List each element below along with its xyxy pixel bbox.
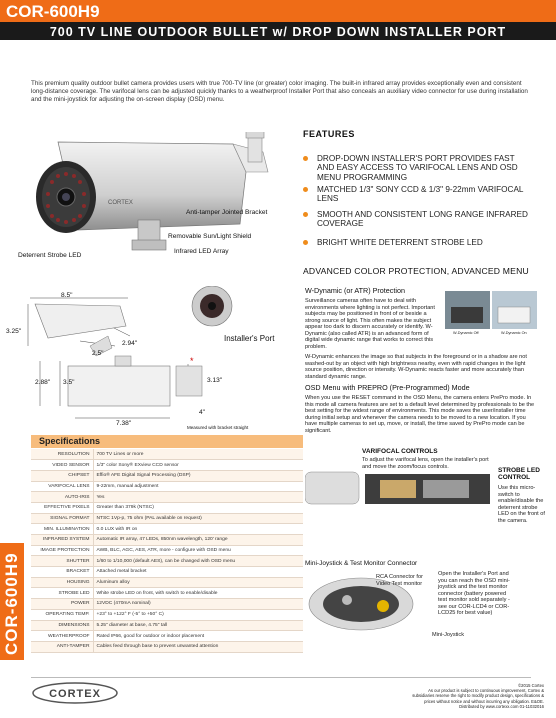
advanced-heading: ADVANCED COLOR PROTECTION, ADVANCED MENU [303,266,529,276]
svg-text:CORTEX: CORTEX [49,688,101,700]
bullet-icon [303,187,308,192]
dimension-drawings [0,286,300,436]
spec-label: SIGNAL FORMAT [31,513,93,524]
joystick-text: Open the Installer's Port and you can reach the OSD mini-joystick and the test monitor connector (battery powered test monitor sold separately - see our COR-LCD4 or COR-LCD25 for best value) [438,571,510,616]
spec-label: DIMENSIONS [31,620,93,631]
intro-paragraph: This premium quality outdoor bullet camera provides users with true 700-TV line (or greater) color imaging. The built-in infrared array provides exceptionally even and consistent long-distance coverage. The varifocal lens can be adjusted quickly thanks to a weatherproof Installer Port that also conceals an auxiliary video connector for use during installation and the mini-joystick for adjusting the on-screen display (OSD) menu. [31,80,528,104]
dim-side-1: 2.88" [35,379,51,386]
spec-value: NTSC 1Vp-p, 75 ohm (PAL available on request) [93,513,303,524]
dimension-svg [0,286,300,436]
wdr-off-label: W-Dynamic Off [453,331,479,335]
spec-label: MIN. ILLUMINATION [31,524,93,535]
spec-value: Rated IP66, good for outdoor or indoor placement [93,631,303,642]
spec-value: AWB, BLC, AGC, AES, ATR, more - configure with OSD menu [93,545,303,556]
spec-label: RESOLUTION [31,449,93,460]
wdr-heading: W-Dynamic (or ATR) Protection [305,286,405,295]
svg-text:*: * [190,356,194,366]
callout-tamper-bracket: Anti-tamper Jointed Bracket [186,209,268,216]
dim-bracket: 2.94" [122,340,138,347]
strobe-control-text: Use this micro-switch to enable/disable the deterrent strobe LED on the front of the camera. [498,485,545,524]
spec-row [31,599,303,610]
spec-label: WEATHERPROOF [31,631,93,642]
page-title: 700 TV LINE OUTDOOR BULLET w/ DROP DOWN INSTALLER PORT [49,25,507,39]
dim-height: 3.25" [6,328,22,335]
spec-row [31,620,303,631]
dim-mount: 3.13" [207,377,223,384]
spec-value: White strobe LED on front, with switch to enable/disable [93,588,303,599]
spec-value: Yes [93,492,303,503]
spec-value: 1/3" color Sony® EXview CCD sensor [93,460,303,471]
dim-length: 8.5" [61,292,73,299]
spec-value: Cables feed through base to prevent unwanted attention [93,641,303,652]
varifocal-text: To adjust the varifocal lens, open the installer's port and move the zoom/focus controls. [362,457,489,470]
spec-value: Attached metal bracket [93,567,303,578]
spec-label: IMAGE PROTECTION [31,545,93,556]
callout-ir-array: Infrared LED Array [174,248,229,255]
spec-row [31,460,303,471]
dim-total: 7.38" [116,420,132,427]
spec-label: VARIFOCAL LENS [31,481,93,492]
spec-value: 5.25" diameter at base, 4.75" tall [93,620,303,631]
feature-item: SMOOTH AND CONSISTENT LONG RANGE INFRARED COVERAGE [303,210,533,229]
header-title-bar [0,22,556,40]
osd-heading: OSD Menu with PREPRO (Pre-Programmed) Mode [305,383,470,392]
cortex-logo [31,681,119,705]
bullet-icon [303,156,308,161]
spec-label: ANTI-TAMPER [31,641,93,652]
legal-text: ©2015 Cortex As our product is subject to continuous improvement, Cortex & subsidiaries reserve the right to modify product design, specifications & prices without notice and without incurring any obligation. E&OE. Distributed by www.cortexx.com 01-11032016 [412,683,544,709]
dim-mount-width: 4" [199,409,206,416]
camera-illustration [18,132,290,267]
spec-row [31,470,303,481]
spec-row [31,481,303,492]
spec-row [31,631,303,642]
spec-value: 0.0 LUX with IR on [93,524,303,535]
varifocal-image [305,466,490,508]
wdr-text-2: W-Dynamic enhances the image so that subjects in the foreground or in a shadow are not washed-out by an object with high brightness nearby, even with rapid changes in the light source position, direction or intensity. W-Dynamic reacts faster and more accurately than standard dynamic range. [305,354,527,380]
feature-item: BRIGHT WHITE DETERRENT STROBE LED [303,238,533,247]
spec-row [31,449,303,460]
camera-product-image [18,132,290,267]
svg-text:CORTEX: CORTEX [108,200,133,206]
spec-label: OPERATING TEMP. [31,609,93,620]
strobe-control-heading: STROBE LED CONTROL [498,467,540,481]
header-top-bar [0,0,556,22]
side-model-label: COR-600H9 [2,552,21,655]
features-heading: FEATURES [303,129,355,139]
spec-row [31,588,303,599]
callout-installer-port: Installer's Port [224,334,275,343]
wdr-on-label: W-Dynamic On [501,331,527,335]
specs-heading-bar [31,435,303,448]
spec-row [31,492,303,503]
spec-value: Automatic IR array, 47 LEDs, 850nm wavelength, 120' range [93,535,303,546]
spec-label: VIDEO SENSOR [31,460,93,471]
feature-item: DROP-DOWN INSTALLER'S PORT PROVIDES FAST AND EASY ACCESS TO VARIFOCAL LENS AND OSD MENU PROGRAMMING [303,154,533,182]
spec-row [31,609,303,620]
spec-row [31,577,303,588]
spec-label: STROBE LED [31,588,93,599]
feature-item: MATCHED 1/3" SONY CCD & 1/3" 9-22mm VARIFOCAL LENS [303,185,533,204]
spec-row [31,567,303,578]
joystick-heading: Mini-Joystick & Test Monitor Connector [305,560,418,567]
spec-label: INFRARED SYSTEM [31,535,93,546]
spec-label: HOUSING [31,577,93,588]
spec-value: Effio® AFE Digital Signal Processing (DSP) [93,470,303,481]
spec-row [31,524,303,535]
varifocal-heading: VARIFOCAL CONTROLS [362,448,438,455]
spec-label: SHUTTER [31,556,93,567]
spec-row [31,502,303,513]
joystick-label: Mini-Joystick [432,632,465,638]
spec-label: BRACKET [31,567,93,578]
spec-label: AUTO-IRIS [31,492,93,503]
specs-heading: Specifications [39,436,101,446]
spec-label: CHIPSET [31,470,93,481]
callout-sunshield: Removable Sun/Light Shield [168,233,252,240]
spec-row [31,535,303,546]
bullet-icon [303,212,308,217]
wdr-text: Surveillance cameras often have to deal with environments where lighting is not perfect. Important subjects may be positioned in front of or beside a strong source of light. This often makes the subject appear too dark to discern accurately or identify. W-Dynamic (also called ATR) is an advanced form of digital wide dynamic range that works to correct this problem. [305,298,435,350]
spec-value: Greater than 379k (NTSC) [93,502,303,513]
footer-divider [31,677,531,678]
spec-row [31,641,303,652]
wdr-comparison-image [445,291,537,335]
osd-text: When you use the RESET command in the OSD Menu, the camera enters PrePro mode. In this mode all camera features are set to a default level determined by professionals to be the best setting for the widest range of environments. This mode saves the user/installer time during initial setup and whenever the camera needs to be moved to a new location. If you have multiple cameras to set up, move, or install, the time saved by PrePro mode can be significant. [305,395,535,434]
spec-row [31,556,303,567]
bracket-note: Measured with bracket straight [187,425,249,430]
spec-value: 12VDC (470mA nominal) [93,599,303,610]
dim-side-2: 3.5" [63,379,75,386]
rca-label: RCA Connector for Video Test monitor [376,574,423,587]
spec-label: EFFECTIVE PIXELS [31,502,93,513]
spec-value: 9-22mm, manual adjustment [93,481,303,492]
spec-value: +23° to +122° F (-5° to +50° C) [93,609,303,620]
bullet-icon [303,240,308,245]
callout-strobe: Deterrent Strobe LED [18,252,82,259]
spec-value: 700 TV Lines or more [93,449,303,460]
spec-label: POWER [31,599,93,610]
dim-base: 2.5" [92,350,104,357]
spec-row [31,513,303,524]
spec-value: 1/60 to 1/10,000 (default AES), can be changed with OSD menu [93,556,303,567]
model-number: COR-600H9 [6,2,100,21]
spec-value: Aluminum alloy [93,577,303,588]
specs-table [31,449,303,653]
spec-row [31,545,303,556]
